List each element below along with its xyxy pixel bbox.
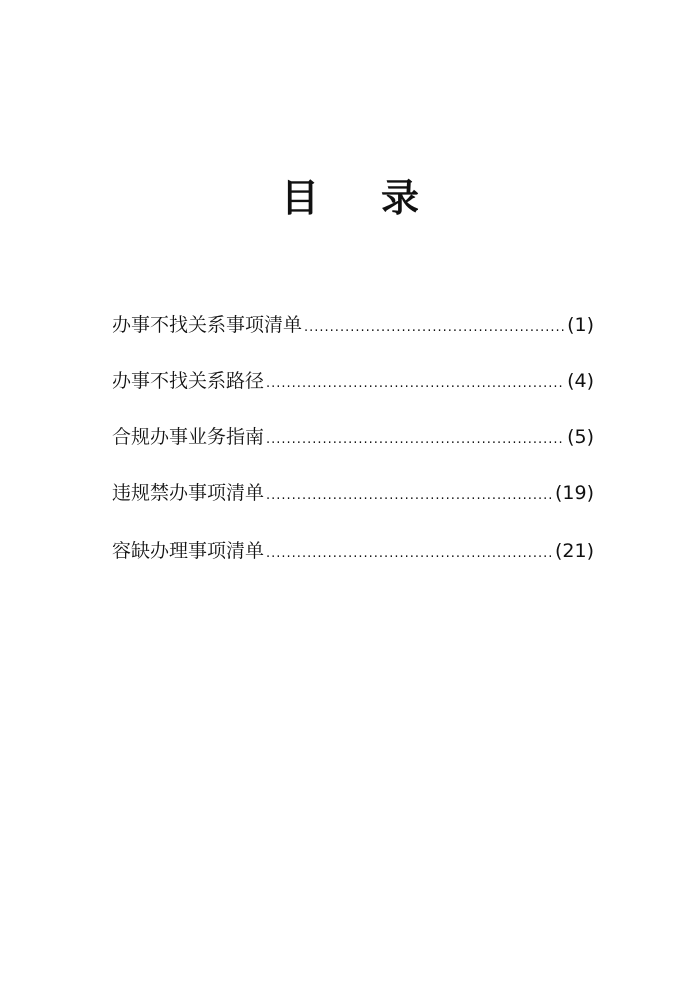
toc-entry-page: (21) — [554, 540, 594, 562]
toc-entry[interactable] — [112, 478, 594, 508]
toc-entry-label: 违规禁办事项清单 — [112, 482, 265, 504]
toc-entry[interactable] — [112, 310, 594, 340]
toc-entry[interactable] — [112, 536, 594, 566]
toc-entry-label: 办事不找关系路径 — [112, 370, 265, 392]
toc-entry[interactable] — [112, 366, 594, 396]
toc-leader-dots — [266, 369, 565, 399]
toc-entry[interactable] — [112, 422, 594, 452]
toc-leader-dots — [266, 425, 565, 455]
toc-leader-dots — [304, 313, 565, 343]
page-title — [0, 172, 700, 224]
toc-entry-page: (4) — [567, 370, 594, 392]
toc-entry-page: (19) — [554, 482, 594, 504]
toc-entry-label: 合规办事业务指南 — [112, 426, 265, 448]
toc-entry-page: (1) — [567, 314, 594, 336]
toc-entry-label: 容缺办理事项清单 — [112, 540, 265, 562]
toc-entry-label: 办事不找关系事项清单 — [112, 314, 303, 336]
toc-leader-dots — [266, 481, 553, 511]
title-char-1: 目 — [280, 176, 319, 220]
title-char-2: 录 — [381, 176, 420, 220]
toc-leader-dots — [266, 539, 553, 569]
toc-entry-page: (5) — [567, 426, 594, 448]
